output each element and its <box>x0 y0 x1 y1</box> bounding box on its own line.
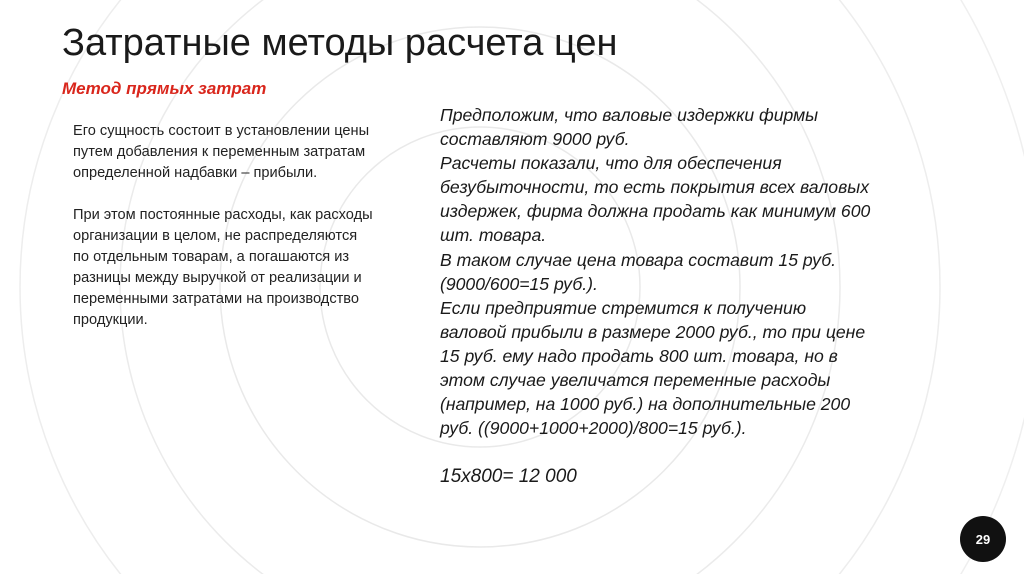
example-line: 15 руб. ему надо продать 800 шт. товара, но в <box>440 345 838 366</box>
page-number: 29 <box>975 531 991 547</box>
example-line: издержек, фирма должна продать как минимум 600 <box>440 201 871 222</box>
page-number-badge <box>960 516 1006 562</box>
example-line: составляют 9000 руб. <box>440 129 630 150</box>
example-line: Предположим, что валовые издержки фирмы <box>440 105 819 125</box>
example-line: Если предприятие стремится к получению <box>440 297 807 318</box>
example-line: руб. ((9000+1000+2000)/800=15 руб.). <box>440 418 747 439</box>
example-line: безубыточности, то есть покрытия всех валовых <box>440 177 869 198</box>
description-paragraph: При этом постоянные расходы, как расходы организации в целом, не распределяются по отдельным товарам, а погашаются из разницы между выручкой от реализации и переменными затратами на производство продукции. <box>73 207 373 328</box>
example-calculation <box>440 103 960 440</box>
example-line: (9000/600=15 руб.). <box>440 273 598 294</box>
example-line: этом случае увеличатся переменные расходы <box>440 370 831 391</box>
method-heading: Метод прямых затрат <box>62 79 267 98</box>
example-line: (например, на 1000 руб.) на дополнительные 200 <box>440 394 851 415</box>
result-formula: 15x800= 12 000 <box>440 466 577 487</box>
method-description <box>73 121 373 331</box>
example-line: шт. товара. <box>440 225 547 246</box>
example-line: Расчеты показали, что для обеспечения <box>440 153 782 174</box>
slide-title: Затратные методы расчета цен <box>62 22 618 64</box>
description-paragraph: Его сущность состоит в установлении цены путем добавления к переменным затратам определенной надбавки – прибыли. <box>73 123 370 181</box>
example-line: валовой прибыли в размере 2000 руб., то при цене <box>440 321 866 342</box>
example-line: В таком случае цена товара составит 15 руб. <box>440 249 837 270</box>
